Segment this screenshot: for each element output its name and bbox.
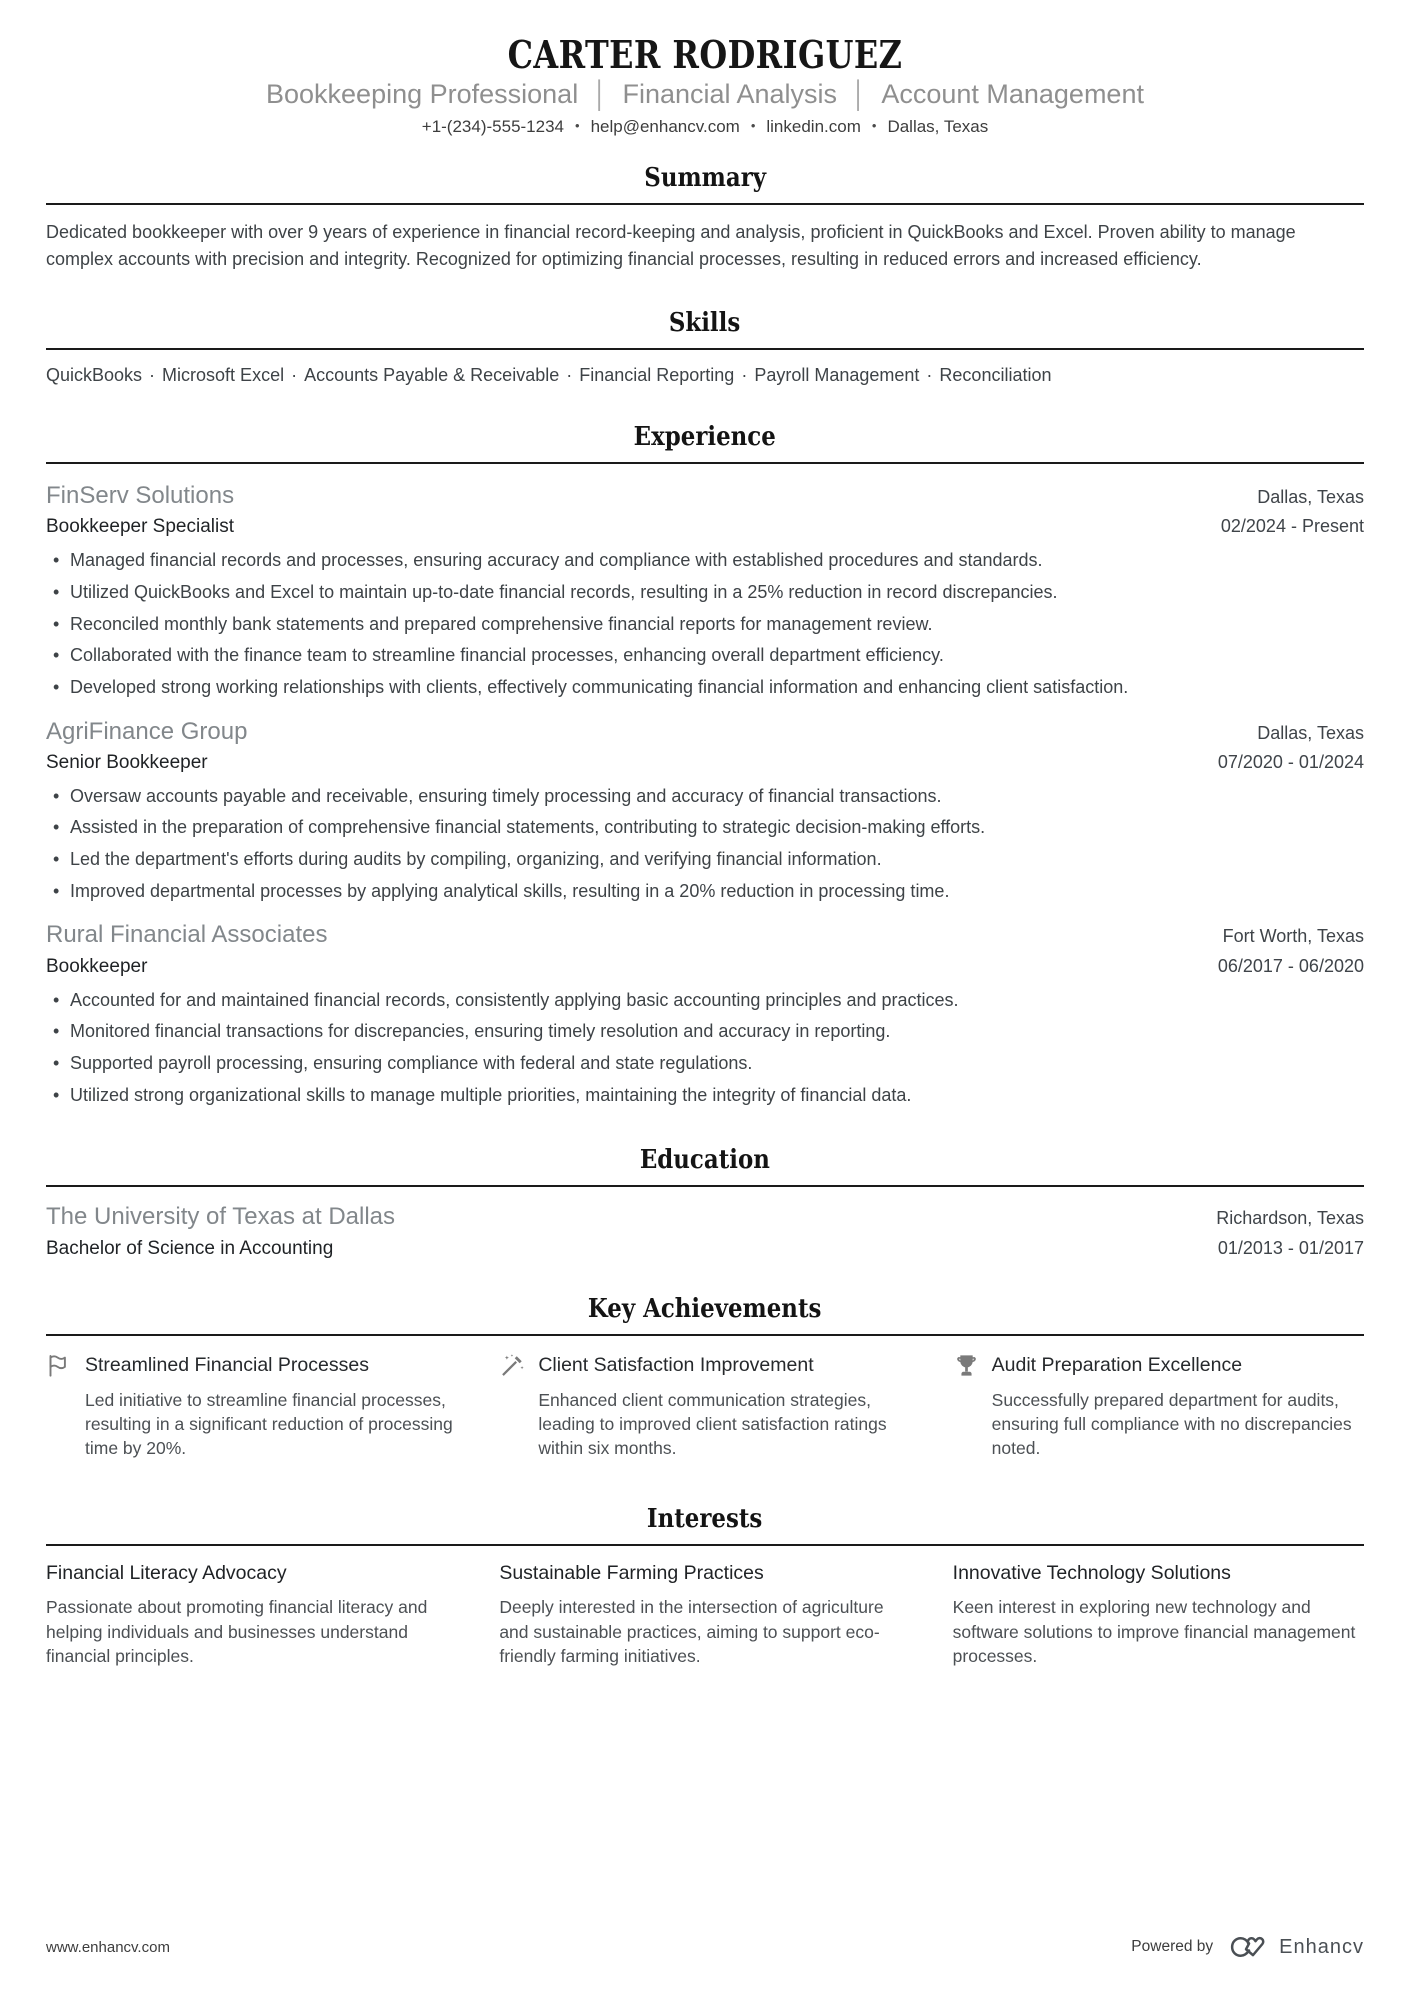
skill-item: · Reconciliation — [919, 365, 1051, 385]
achievement-text: Successfully prepared department for audits, ensuring full compliance with no discrepancies noted. — [991, 1389, 1352, 1459]
job-bullet: • Collaborated with the finance team to streamline financial processes, enhancing overall department efficiency. — [46, 643, 1364, 668]
job-bullet: • Assisted in the preparation of comprehensive financial statements, contributing to strategic decision-making efforts. — [46, 815, 1364, 840]
experience-entry — [46, 716, 1364, 904]
achievements-heading — [46, 1294, 1364, 1325]
resume-header — [46, 34, 1364, 137]
website-link[interactable]: www.enhancv.com — [46, 1938, 170, 1956]
skill-item: QuickBooks — [46, 364, 143, 385]
powered-by — [1131, 1932, 1364, 1962]
skills-heading — [46, 308, 1364, 339]
education-entry — [46, 1201, 1364, 1259]
achievement-item — [953, 1352, 1364, 1460]
enhancv-brand-name: Enhancv — [1279, 1935, 1364, 1958]
experience-entry — [46, 480, 1364, 699]
interests-heading — [46, 1504, 1364, 1535]
job-bullet-list — [46, 548, 1364, 699]
headline-item: Bookkeeping Professional — [266, 78, 579, 109]
interest-title: Innovative Technology Solutions — [952, 1562, 1231, 1585]
section-divider — [46, 1544, 1364, 1546]
education-dates: 01/2013 - 01/2017 — [1217, 1237, 1364, 1258]
skill-item: · Financial Reporting — [559, 365, 734, 385]
job-bullet: • Utilized QuickBooks and Excel to maintain up-to-date financial records, resulting in a 25% reduction in record discrepancies. — [46, 580, 1364, 605]
section-divider — [46, 348, 1364, 350]
job-bullet: • Utilized strong organizational skills to manage multiple priorities, maintaining the integrity of financial data. — [46, 1083, 1364, 1108]
trophy-icon — [953, 1352, 980, 1379]
section-interests — [46, 1504, 1364, 1669]
phone-number: +1-(234)-555-1234 — [421, 116, 564, 136]
interest-text: Passionate about promoting financial literacy and helping individuals and businesses understand financial principles. — [46, 1597, 428, 1667]
job-role: Bookkeeper Specialist — [46, 516, 234, 538]
job-dates: 02/2024 - Present — [1220, 516, 1364, 537]
education-title: Education — [640, 1145, 770, 1176]
headline-item: │ Financial Analysis — [578, 79, 837, 109]
degree-name: Bachelor of Science in Accounting — [46, 1237, 334, 1259]
skill-item: · Accounts Payable & Receivable — [284, 365, 559, 385]
section-education — [46, 1145, 1364, 1259]
linkedin-link[interactable]: • linkedin.com — [740, 117, 861, 136]
experience-entry — [46, 919, 1364, 1107]
achievement-text: Led initiative to streamline financial processes, resulting in a significant reduction of processing time by 20%. — [85, 1389, 453, 1459]
job-bullet: • Accounted for and maintained financial records, consistently applying basic accounting principles and practices. — [46, 988, 1364, 1013]
achievement-text: Enhanced client communication strategies, leading to improved client satisfaction ratings within six months. — [538, 1389, 887, 1459]
section-divider — [46, 1334, 1364, 1336]
location-text: • Dallas, Texas — [861, 117, 988, 136]
experience-title: Experience — [633, 421, 777, 452]
skill-item: · Microsoft Excel — [142, 365, 284, 385]
achievement-item — [46, 1352, 457, 1460]
job-dates: 06/2017 - 06/2020 — [1217, 955, 1364, 976]
achievements-title: Key Achievements — [588, 1293, 822, 1324]
enhancv-logo-icon — [1227, 1932, 1271, 1962]
company-name: AgriFinance Group — [46, 717, 248, 745]
skill-item: · Payroll Management — [734, 365, 919, 385]
interest-item — [46, 1562, 457, 1669]
job-location: Fort Worth, Texas — [1222, 926, 1364, 947]
contact-line — [46, 117, 1364, 137]
interest-title: Sustainable Farming Practices — [499, 1562, 764, 1585]
summary-title: Summary — [644, 162, 766, 193]
education-heading — [46, 1145, 1364, 1176]
job-location: Dallas, Texas — [1257, 487, 1364, 508]
interest-text: Keen interest in exploring new technology and software solutions to improve financial management processes. — [952, 1597, 1356, 1667]
interest-text: Deeply interested in the intersection of agriculture and sustainable practices, aiming to support eco-friendly farming initiatives. — [499, 1597, 884, 1667]
interest-title: Financial Literacy Advocacy — [46, 1562, 287, 1585]
job-bullet: • Monitored financial transactions for discrepancies, ensuring timely resolution and accuracy in reporting. — [46, 1019, 1364, 1044]
powered-by-label: Powered by — [1131, 1938, 1214, 1955]
skills-list — [46, 365, 1364, 386]
achievement-title: Audit Preparation Excellence — [991, 1353, 1243, 1376]
skills-title: Skills — [669, 307, 741, 338]
job-bullet: • Improved departmental processes by applying analytical skills, resulting in a 20% reduction in processing time. — [46, 879, 1364, 904]
job-bullet-list — [46, 988, 1364, 1108]
experience-heading — [46, 422, 1364, 453]
enhancv-logo[interactable] — [1227, 1932, 1364, 1962]
person-name — [46, 34, 1364, 76]
school-location: Richardson, Texas — [1216, 1208, 1364, 1229]
job-bullet-list — [46, 784, 1364, 904]
flag-icon — [46, 1352, 73, 1379]
company-name: Rural Financial Associates — [46, 921, 328, 949]
section-experience — [46, 422, 1364, 1107]
job-bullet: • Led the department's efforts during audits by compiling, organizing, and verifying financial information. — [46, 847, 1364, 872]
job-role: Bookkeeper — [46, 955, 148, 977]
job-bullet: • Supported payroll processing, ensuring compliance with federal and state regulations. — [46, 1051, 1364, 1076]
magic-wand-icon — [499, 1352, 526, 1379]
job-role: Senior Bookkeeper — [46, 751, 208, 773]
interest-item — [953, 1562, 1364, 1669]
achievement-item — [499, 1352, 910, 1460]
interest-item — [499, 1562, 910, 1669]
section-achievements — [46, 1294, 1364, 1461]
section-divider — [46, 203, 1364, 205]
section-skills — [46, 308, 1364, 386]
person-name-text: CARTER RODRIGUEZ — [507, 32, 903, 77]
page-footer — [46, 1932, 1364, 1962]
headline — [46, 79, 1364, 110]
job-bullet: • Managed financial records and processes, ensuring accuracy and compliance with established procedures and standards. — [46, 548, 1364, 573]
job-bullet: • Reconciled monthly bank statements and prepared comprehensive financial reports for management review. — [46, 612, 1364, 637]
achievement-title: Client Satisfaction Improvement — [538, 1353, 814, 1376]
section-summary — [46, 163, 1364, 274]
summary-text: Dedicated bookkeeper with over 9 years of experience in financial record-keeping and analysis, proficient in QuickBooks and Excel. Proven ability to manage complex accounts with precision and integrity. Recognized for optimizing financial processes, resulting in reduced errors and increased efficiency. — [46, 221, 1296, 270]
section-divider — [46, 462, 1364, 464]
section-divider — [46, 1185, 1364, 1187]
company-name: FinServ Solutions — [46, 482, 235, 510]
job-bullet: • Oversaw accounts payable and receivable, ensuring timely processing and accuracy of financial transactions. — [46, 784, 1364, 809]
job-dates: 07/2020 - 01/2024 — [1217, 751, 1364, 772]
achievement-title: Streamlined Financial Processes — [85, 1353, 369, 1376]
interests-title: Interests — [647, 1504, 763, 1535]
school-name: The University of Texas at Dallas — [46, 1203, 396, 1231]
summary-heading — [46, 163, 1364, 194]
job-bullet: • Developed strong working relationships with clients, effectively communicating financial information and enhancing client satisfaction. — [46, 675, 1364, 700]
job-location: Dallas, Texas — [1257, 722, 1364, 743]
email-address[interactable]: • help@enhancv.com — [564, 117, 740, 136]
headline-item: │ Account Management — [837, 79, 1144, 109]
